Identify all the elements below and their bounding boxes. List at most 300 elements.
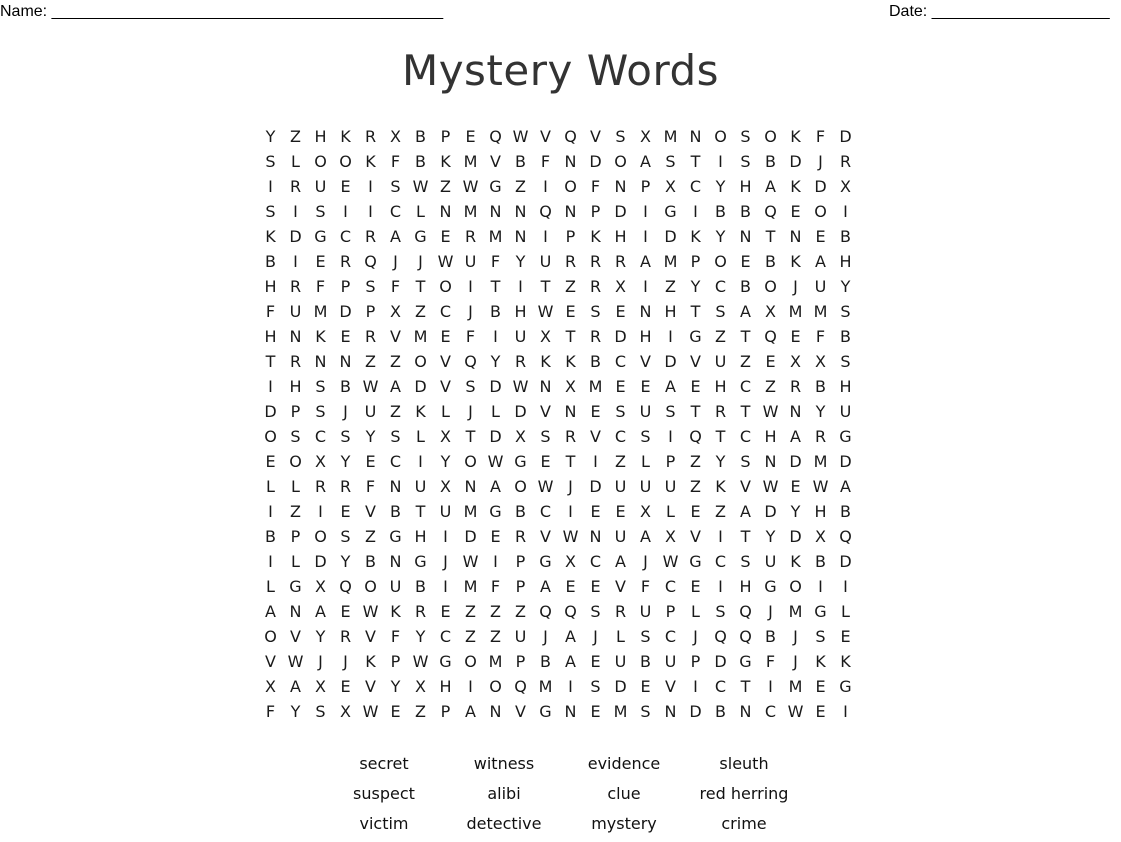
grid-letter: S [365, 277, 376, 296]
grid-letter: S [640, 427, 651, 446]
grid-letter: I [568, 502, 573, 521]
grid-letter: R [614, 252, 627, 271]
grid-letter: T [715, 427, 726, 446]
grid-row [258, 599, 858, 624]
grid-letter: U [314, 177, 327, 196]
grid-letter: Q [764, 202, 777, 221]
grid-letter: Y [715, 177, 726, 196]
grid-letter: L [291, 552, 300, 571]
grid-letter: S [315, 377, 326, 396]
grid-letter: V [740, 477, 751, 496]
grid-letter: X [815, 527, 826, 546]
grid-letter: Q [739, 602, 752, 621]
grid-letter: W [287, 652, 304, 671]
grid-letter: J [793, 627, 798, 646]
grid-letter: E [265, 452, 276, 471]
grid-letter: N [514, 202, 527, 221]
grid-letter: G [539, 552, 552, 571]
grid-letter: A [815, 252, 826, 271]
grid-letter: F [365, 477, 376, 496]
grid-letter: B [415, 127, 426, 146]
grid-letter: F [390, 627, 401, 646]
grid-letter: E [465, 127, 476, 146]
grid-letter: I [693, 677, 698, 696]
grid-letter: N [564, 152, 577, 171]
grid-letter: J [768, 602, 773, 621]
grid-letter: A [540, 577, 551, 596]
grid-letter: Z [565, 277, 576, 296]
grid-letter: R [314, 477, 327, 496]
grid-letter: I [643, 227, 648, 246]
grid-letter: Q [489, 127, 502, 146]
grid-row [258, 349, 858, 374]
grid-letter: F [590, 177, 601, 196]
grid-letter: P [290, 527, 301, 546]
grid-letter: B [640, 652, 651, 671]
grid-letter: R [339, 252, 352, 271]
grid-letter: G [489, 502, 502, 521]
grid-letter: I [593, 452, 598, 471]
grid-letter: G [689, 327, 702, 346]
grid-letter: W [787, 702, 804, 721]
grid-letter: E [565, 577, 576, 596]
grid-letter: I [718, 152, 723, 171]
grid-letter: B [815, 377, 826, 396]
grid-letter: S [265, 202, 276, 221]
grid-letter: E [615, 377, 626, 396]
grid-letter: I [718, 577, 723, 596]
grid-letter: D [289, 227, 302, 246]
grid-letter: Q [714, 627, 727, 646]
grid-letter: E [840, 627, 851, 646]
grid-letter: I [293, 202, 298, 221]
grid-letter: Z [415, 302, 426, 321]
grid-letter: B [490, 302, 501, 321]
grid-letter: R [589, 277, 602, 296]
grid-letter: O [264, 427, 277, 446]
grid-letter: H [814, 502, 827, 521]
grid-letter: N [514, 227, 527, 246]
grid-row [258, 124, 858, 149]
grid-letter: I [518, 277, 523, 296]
grid-letter: T [690, 302, 701, 321]
grid-letter: S [740, 552, 751, 571]
grid-letter: D [789, 527, 802, 546]
grid-letter: V [640, 352, 651, 371]
grid-letter: J [643, 552, 648, 571]
grid-row [258, 499, 858, 524]
grid-letter: S [390, 177, 401, 196]
grid-letter: D [839, 127, 852, 146]
word-list-item: clue [607, 784, 641, 803]
grid-letter: Z [440, 177, 451, 196]
grid-letter: Z [490, 627, 501, 646]
grid-letter: Q [364, 252, 377, 271]
grid-letter: H [414, 527, 427, 546]
grid-letter: N [564, 402, 577, 421]
grid-letter: H [264, 327, 277, 346]
grid-letter: K [390, 602, 401, 621]
grid-letter: M [313, 302, 328, 321]
grid-letter: Y [265, 127, 276, 146]
grid-letter: Y [290, 702, 301, 721]
grid-letter: X [615, 277, 626, 296]
grid-row [258, 424, 858, 449]
grid-letter: M [413, 327, 428, 346]
grid-letter: R [839, 152, 852, 171]
grid-letter: H [264, 277, 277, 296]
grid-letter: U [814, 277, 827, 296]
grid-letter: S [640, 627, 651, 646]
grid-letter: Y [690, 277, 701, 296]
grid-letter: U [614, 477, 627, 496]
grid-letter: B [265, 252, 276, 271]
grid-letter: P [565, 227, 576, 246]
grid-letter: B [740, 202, 751, 221]
grid-letter: Y [790, 502, 801, 521]
grid-letter: D [514, 402, 527, 421]
grid-letter: C [439, 627, 452, 646]
grid-letter: R [564, 427, 577, 446]
word-list-item: victim [359, 814, 409, 833]
grid-letter: W [362, 377, 379, 396]
grid-letter: J [468, 302, 473, 321]
grid-letter: V [390, 327, 401, 346]
grid-letter: M [463, 152, 478, 171]
grid-letter: S [315, 402, 326, 421]
grid-letter: A [640, 152, 651, 171]
grid-letter: R [514, 527, 527, 546]
grid-letter: T [465, 427, 476, 446]
grid-letter: F [265, 702, 276, 721]
grid-letter: G [439, 652, 452, 671]
grid-letter: C [539, 502, 552, 521]
grid-letter: B [840, 502, 851, 521]
grid-letter: J [693, 627, 698, 646]
grid-letter: E [340, 327, 351, 346]
grid-row [258, 574, 858, 599]
grid-letter: C [739, 427, 752, 446]
grid-letter: D [614, 202, 627, 221]
grid-letter: I [543, 177, 548, 196]
grid-letter: U [714, 352, 727, 371]
grid-letter: P [690, 252, 701, 271]
grid-letter: B [765, 252, 776, 271]
grid-row [258, 274, 858, 299]
page-title: Mystery Words [401, 46, 720, 95]
grid-letter: A [565, 652, 576, 671]
grid-row [258, 249, 858, 274]
grid-letter: P [640, 177, 651, 196]
grid-letter: A [640, 252, 651, 271]
grid-letter: R [789, 377, 802, 396]
grid-letter: I [268, 552, 273, 571]
grid-letter: K [590, 227, 601, 246]
grid-letter: Z [465, 627, 476, 646]
grid-letter: E [440, 327, 451, 346]
grid-letter: X [640, 502, 651, 521]
grid-letter: P [515, 652, 526, 671]
grid-letter: I [668, 327, 673, 346]
grid-letter: Z [665, 277, 676, 296]
grid-letter: K [265, 227, 276, 246]
grid-letter: X [315, 452, 326, 471]
grid-row [258, 549, 858, 574]
grid-letter: E [690, 377, 701, 396]
grid-letter: K [715, 477, 726, 496]
grid-letter: C [339, 227, 352, 246]
grid-letter: M [813, 302, 828, 321]
grid-letter: K [565, 352, 576, 371]
grid-letter: T [690, 152, 701, 171]
grid-letter: I [268, 377, 273, 396]
grid-letter: A [740, 302, 751, 321]
grid-letter: D [589, 152, 602, 171]
grid-letter: I [693, 202, 698, 221]
grid-letter: V [590, 427, 601, 446]
grid-letter: S [590, 677, 601, 696]
grid-letter: O [364, 577, 377, 596]
grid-letter: I [568, 677, 573, 696]
grid-letter: O [339, 152, 352, 171]
grid-letter: P [665, 602, 676, 621]
grid-letter: P [665, 452, 676, 471]
grid-letter: K [790, 127, 801, 146]
grid-letter: R [464, 227, 477, 246]
grid-letter: A [315, 602, 326, 621]
grid-letter: O [439, 277, 452, 296]
grid-letter: M [538, 677, 553, 696]
grid-letter: Z [490, 602, 501, 621]
grid-letter: B [840, 227, 851, 246]
grid-letter: O [289, 452, 302, 471]
grid-letter: I [268, 502, 273, 521]
grid-letter: I [368, 177, 373, 196]
grid-letter: G [414, 227, 427, 246]
grid-letter: R [289, 352, 302, 371]
grid-letter: W [462, 177, 479, 196]
grid-letter: J [793, 652, 798, 671]
grid-letter: W [662, 552, 679, 571]
grid-letter: R [714, 402, 727, 421]
grid-letter: I [668, 427, 673, 446]
grid-letter: X [440, 477, 451, 496]
grid-letter: O [714, 252, 727, 271]
grid-letter: U [764, 552, 777, 571]
grid-letter: Q [764, 327, 777, 346]
grid-letter: G [489, 177, 502, 196]
grid-letter: C [614, 352, 627, 371]
grid-letter: B [415, 152, 426, 171]
grid-letter: H [839, 252, 852, 271]
grid-letter: X [540, 327, 551, 346]
grid-letter: Y [515, 252, 526, 271]
grid-letter: T [265, 352, 276, 371]
grid-letter: N [764, 452, 777, 471]
grid-letter: X [390, 127, 401, 146]
grid-letter: V [590, 127, 601, 146]
grid-letter: M [613, 702, 628, 721]
grid-letter: D [489, 377, 502, 396]
grid-letter: G [764, 577, 777, 596]
grid-letter: L [616, 627, 625, 646]
grid-letter: H [514, 302, 527, 321]
grid-letter: S [465, 377, 476, 396]
grid-letter: Q [564, 127, 577, 146]
grid-letter: S [740, 452, 751, 471]
grid-letter: Z [365, 352, 376, 371]
grid-letter: K [815, 652, 826, 671]
grid-letter: T [415, 277, 426, 296]
grid-letter: H [314, 127, 327, 146]
grid-letter: S [590, 302, 601, 321]
grid-letter: C [389, 452, 402, 471]
word-list-item: detective [466, 814, 542, 833]
grid-letter: F [390, 152, 401, 171]
grid-letter: O [614, 152, 627, 171]
grid-letter: Y [390, 677, 401, 696]
grid-letter: V [690, 527, 701, 546]
grid-letter: W [812, 477, 829, 496]
grid-letter: G [689, 552, 702, 571]
grid-letter: P [440, 702, 451, 721]
grid-letter: H [639, 327, 652, 346]
grid-letter: Q [539, 202, 552, 221]
grid-letter: B [265, 527, 276, 546]
grid-letter: Y [340, 552, 351, 571]
grid-letter: A [640, 527, 651, 546]
grid-letter: K [540, 352, 551, 371]
grid-letter: D [714, 652, 727, 671]
grid-letter: Y [840, 277, 851, 296]
grid-letter: G [514, 452, 527, 471]
grid-letter: B [515, 152, 526, 171]
grid-letter: S [340, 427, 351, 446]
grid-letter: N [289, 602, 302, 621]
grid-row [258, 199, 858, 224]
grid-letter: A [790, 427, 801, 446]
grid-letter: M [488, 652, 503, 671]
grid-letter: N [389, 477, 402, 496]
grid-letter: M [463, 502, 478, 521]
grid-letter: C [614, 427, 627, 446]
grid-letter: V [540, 402, 551, 421]
grid-letter: H [439, 677, 452, 696]
grid-letter: J [343, 652, 348, 671]
grid-letter: R [289, 277, 302, 296]
grid-letter: A [465, 702, 476, 721]
grid-letter: W [437, 252, 454, 271]
grid-letter: Z [390, 402, 401, 421]
grid-letter: T [565, 327, 576, 346]
grid-letter: B [740, 277, 751, 296]
grid-letter: E [440, 602, 451, 621]
grid-letter: S [715, 302, 726, 321]
grid-letter: C [314, 427, 327, 446]
grid-letter: G [414, 552, 427, 571]
grid-letter: S [665, 402, 676, 421]
grid-letter: U [539, 252, 552, 271]
grid-letter: D [464, 527, 477, 546]
grid-letter: B [815, 552, 826, 571]
grid-letter: R [414, 602, 427, 621]
grid-letter: G [839, 427, 852, 446]
grid-letter: D [414, 377, 427, 396]
grid-letter: Y [815, 402, 826, 421]
grid-letter: B [390, 502, 401, 521]
grid-letter: T [740, 527, 751, 546]
grid-letter: X [640, 127, 651, 146]
grid-letter: Q [564, 602, 577, 621]
grid-letter: Z [290, 127, 301, 146]
grid-letter: E [790, 327, 801, 346]
grid-letter: M [788, 677, 803, 696]
grid-letter: I [543, 227, 548, 246]
grid-letter: O [264, 627, 277, 646]
grid-letter: U [464, 252, 477, 271]
grid-letter: Q [689, 427, 702, 446]
grid-letter: U [514, 627, 527, 646]
grid-letter: Z [290, 502, 301, 521]
grid-letter: U [639, 402, 652, 421]
grid-letter: N [489, 202, 502, 221]
grid-letter: E [740, 252, 751, 271]
grid-letter: U [389, 577, 402, 596]
grid-letter: M [488, 227, 503, 246]
grid-letter: Z [515, 602, 526, 621]
grid-letter: V [540, 527, 551, 546]
word-list [324, 752, 804, 842]
grid-letter: S [315, 202, 326, 221]
grid-letter: N [289, 327, 302, 346]
grid-letter: A [665, 377, 676, 396]
grid-letter: Y [715, 227, 726, 246]
grid-letter: N [389, 552, 402, 571]
grid-letter: Z [740, 352, 751, 371]
grid-letter: E [815, 227, 826, 246]
grid-letter: Z [690, 452, 701, 471]
grid-letter: D [489, 427, 502, 446]
grid-letter: D [664, 352, 677, 371]
grid-letter: D [589, 477, 602, 496]
grid-letter: B [540, 652, 551, 671]
grid-letter: E [390, 702, 401, 721]
grid-letter: B [765, 152, 776, 171]
grid-letter: B [415, 577, 426, 596]
grid-letter: R [564, 252, 577, 271]
grid-letter: Z [690, 477, 701, 496]
grid-row [258, 649, 858, 674]
grid-letter: R [289, 177, 302, 196]
grid-letter: S [840, 352, 851, 371]
grid-letter: W [512, 127, 529, 146]
grid-letter: C [714, 552, 727, 571]
grid-letter: N [739, 702, 752, 721]
grid-letter: I [843, 702, 848, 721]
grid-row [258, 699, 858, 724]
grid-letter: S [265, 152, 276, 171]
grid-letter: E [615, 502, 626, 521]
grid-letter: V [615, 577, 626, 596]
grid-letter: E [690, 577, 701, 596]
grid-letter: E [790, 477, 801, 496]
grid-letter: S [590, 602, 601, 621]
grid-letter: R [589, 327, 602, 346]
grid-letter: C [689, 177, 702, 196]
grid-letter: O [764, 277, 777, 296]
grid-letter: D [264, 402, 277, 421]
grid-letter: I [418, 452, 423, 471]
